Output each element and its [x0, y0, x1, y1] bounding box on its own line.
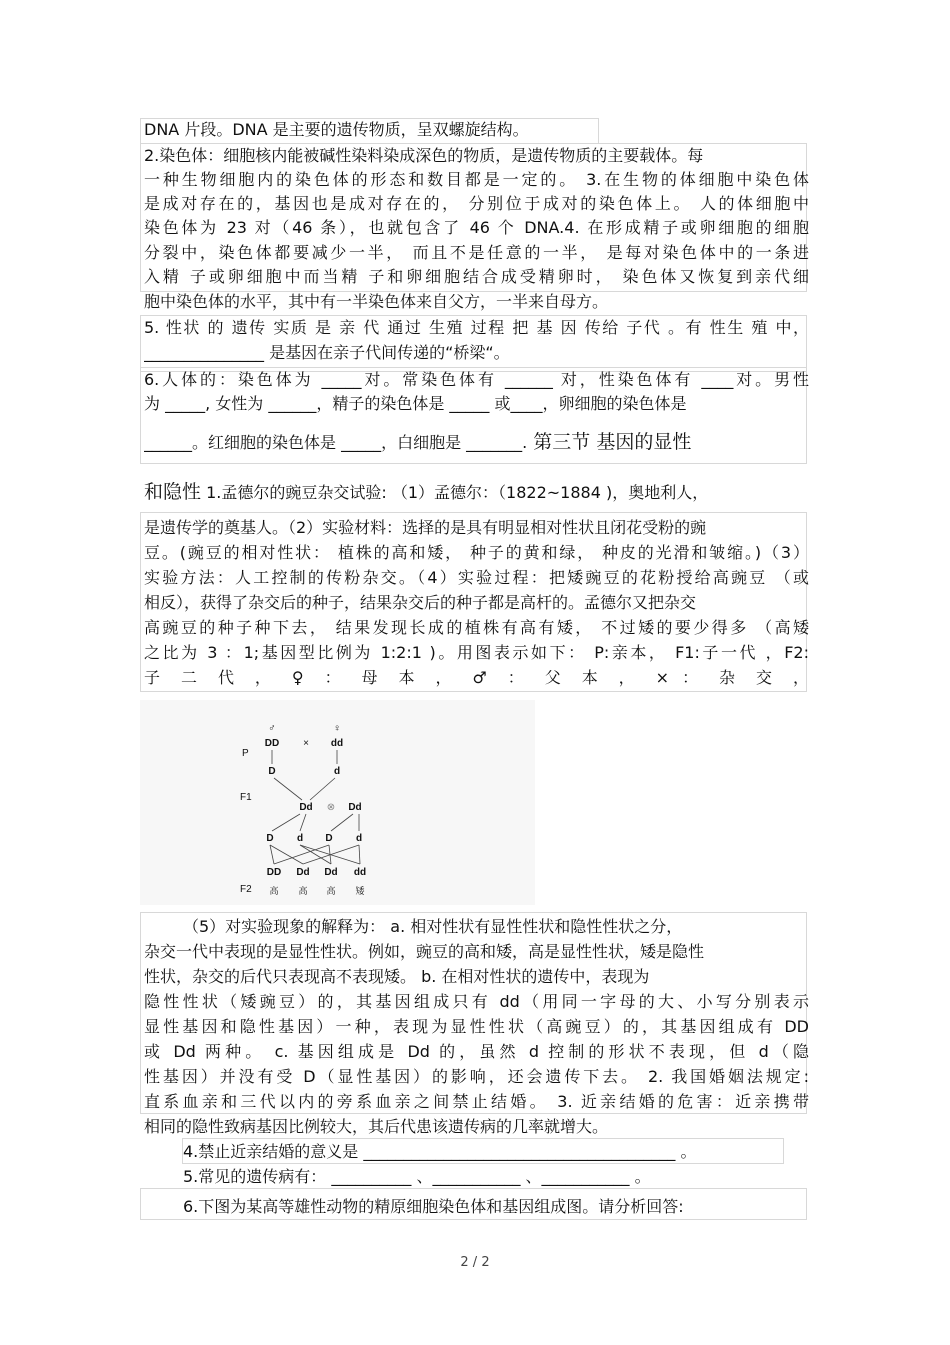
section-heading: 和隐性 [144, 481, 202, 503]
f2-phenotype: 高 [298, 886, 308, 896]
genetic-cross-diagram [140, 700, 535, 905]
p-male-gamete: D [268, 766, 276, 777]
text-line [144, 478, 809, 507]
text-line: （5）对实验现象的解释为： a. 相对性状有显性性状和隐性性状之分， [183, 917, 683, 936]
text-line: 一种生物细胞内的染色体的形态和数目都是一定的。 3.在生物的体细胞中染色体 [144, 170, 809, 189]
f1-gamete: d [355, 833, 363, 844]
text-line: 相同的隐性致病基因比例较大，其后代患该遗传病的几率就增大。 [144, 1117, 609, 1136]
genetic-cross-svg [140, 700, 535, 905]
text-line: 5. 性状 的 遗传 实质 是 亲 代 通过 生殖 过程 把 基 因 传给 子代 。有 性生 殖 中， [144, 318, 809, 337]
female-symbol: ♀ [333, 723, 341, 734]
f2-phenotype: 高 [269, 886, 279, 896]
text-line: 性状，杂交的后代只表现高不表现矮。 b. 在相对性状的遗传中，表现为 [144, 967, 650, 986]
text-line: 是成对存在的，基因也是成对存在的， 分别位于成对的染色体上。 人的体细胞中 [144, 194, 809, 213]
f1-gamete: D [325, 833, 333, 844]
text-line: DNA 片段。DNA 是主要的遗传物质，呈双螺旋结构。 [144, 120, 529, 139]
page-number: 2 / 2 [460, 1255, 490, 1270]
p-generation-label: P [242, 748, 249, 759]
text-line: 之比为 3 ：1;基因型比例为 1:2:1 )。用图表示如下： P:亲本， F1:子一代 ，F2: [144, 643, 809, 662]
f2-phenotype: 高 [326, 886, 336, 896]
text-line: 显性基因和隐性基因）一种，表现为显性性状（高豌豆）的，其基因组成有 DD [144, 1017, 809, 1036]
text-line: 6.人体的：染色体为 _____对。常染色体有 ______ 对，性染色体有 ____对。男性 [144, 370, 809, 389]
f1-left-genotype: Dd [299, 802, 313, 813]
p-male-genotype: DD [264, 738, 280, 749]
text-line: 胞中染色体的水平，其中有一半染色体来自父方，一半来自母方。 [144, 292, 609, 311]
cross-symbol: × [303, 738, 309, 749]
text-line: 2.染色体：细胞核内能被碱性染料染成深色的物质，是遗传物质的主要载体。每 [144, 146, 704, 165]
text-line: 实验方法：人工控制的传粉杂交。（4）实验过程：把矮豌豆的花粉授给高豌豆 （或 [144, 568, 809, 587]
p-female-gamete: d [333, 766, 341, 777]
text-line: 是遗传学的奠基人。（2）实验材料：选择的是具有明显相对性状且闭花受粉的豌 [144, 518, 707, 537]
section-heading: 第三节 基因的显性 [527, 431, 692, 453]
text-line: 直系血亲和三代以内的旁系血亲之间禁止结婚。 3. 近亲结婚的危害：近亲携带 [144, 1092, 809, 1111]
f2-genotype: Dd [324, 867, 338, 878]
text-segment: 1.孟德尔的豌豆杂交试验: （1）孟德尔：（1822~1884 )，奥地利人， [201, 483, 709, 502]
text-line: 5.常见的遗传病有： __________ 、___________ 、___________ 。 [183, 1167, 651, 1186]
f2-genotype: Dd [296, 867, 310, 878]
text-line: 为 _____, 女性为 ______，精子的染色体是 _____ 或____，卵细胞的染色体是 [144, 394, 687, 413]
text-line: 隐性性状（矮豌豆）的，其基因组成只有 dd（用同一字母的大、小写分别表示 [144, 992, 809, 1011]
text-line: 分裂中，染色体都要减少一半， 而且不是任意的一半， 是每对染色体中的一条进 [144, 243, 809, 262]
text-line: 染色体为 23 对（46 条），也就包含了 46 个 DNA.4. 在形成精子或卵细胞的细胞 [144, 218, 809, 237]
text-line: 子 二 代 ， ♀ ： 母 本 ， ♂ ： 父 本 ， × ： 杂 交 ， [144, 668, 809, 687]
f2-genotype: DD [266, 867, 282, 878]
f1-generation-label: F1 [240, 792, 252, 803]
text-line: 或 Dd 两种。 c. 基因组成是 Dd 的，虽然 d 控制的形状不表现，但 d（隐 [144, 1042, 809, 1061]
f1-gamete: d [296, 833, 304, 844]
selfing-symbol: ⊗ [326, 802, 336, 813]
text-line: 6.下图为某高等雄性动物的精原细胞染色体和基因组成图。请分析回答: [183, 1197, 684, 1216]
f2-phenotype: 矮 [355, 886, 365, 896]
male-symbol: ♂ [268, 723, 276, 734]
f1-gamete: D [266, 833, 274, 844]
text-line: 相反），获得了杂交后的种子，结果杂交后的种子都是高杆的。孟德尔又把杂交 [144, 593, 697, 612]
text-line: 豆。(豌豆的相对性状： 植株的高和矮， 种子的黄和绿， 种皮的光滑和皱缩。)（3） [144, 543, 809, 562]
text-line: 杂交一代中表现的是显性性状。例如，豌豆的高和矮，高是显性性状，矮是隐性 [144, 942, 705, 961]
f2-generation-label: F2 [240, 884, 252, 895]
text-line: _______________ 是基因在亲子代间传递的“桥梁“。 [144, 343, 510, 362]
text-line [144, 428, 809, 457]
p-female-genotype: dd [330, 738, 344, 749]
text-segment: ______。红细胞的染色体是 _____，白细胞是 _______. [144, 433, 528, 452]
text-line: 4.禁止近亲结婚的意义是 _______________________________________ 。 [183, 1142, 697, 1161]
f1-right-genotype: Dd [348, 802, 362, 813]
text-line: 高豌豆的种子种下去， 结果发现长成的植株有高有矮， 不过矮的要少得多 （高矮 [144, 618, 809, 637]
text-line: 入精 子或卵细胞中而当精 子和卵细胞结合成受精卵时， 染色体又恢复到亲代细 [144, 267, 809, 286]
f2-genotype: dd [353, 867, 367, 878]
text-line: 性基因）并没有受 D（显性基因）的影响，还会遗传下去。 2. 我国婚姻法规定: [144, 1067, 809, 1086]
